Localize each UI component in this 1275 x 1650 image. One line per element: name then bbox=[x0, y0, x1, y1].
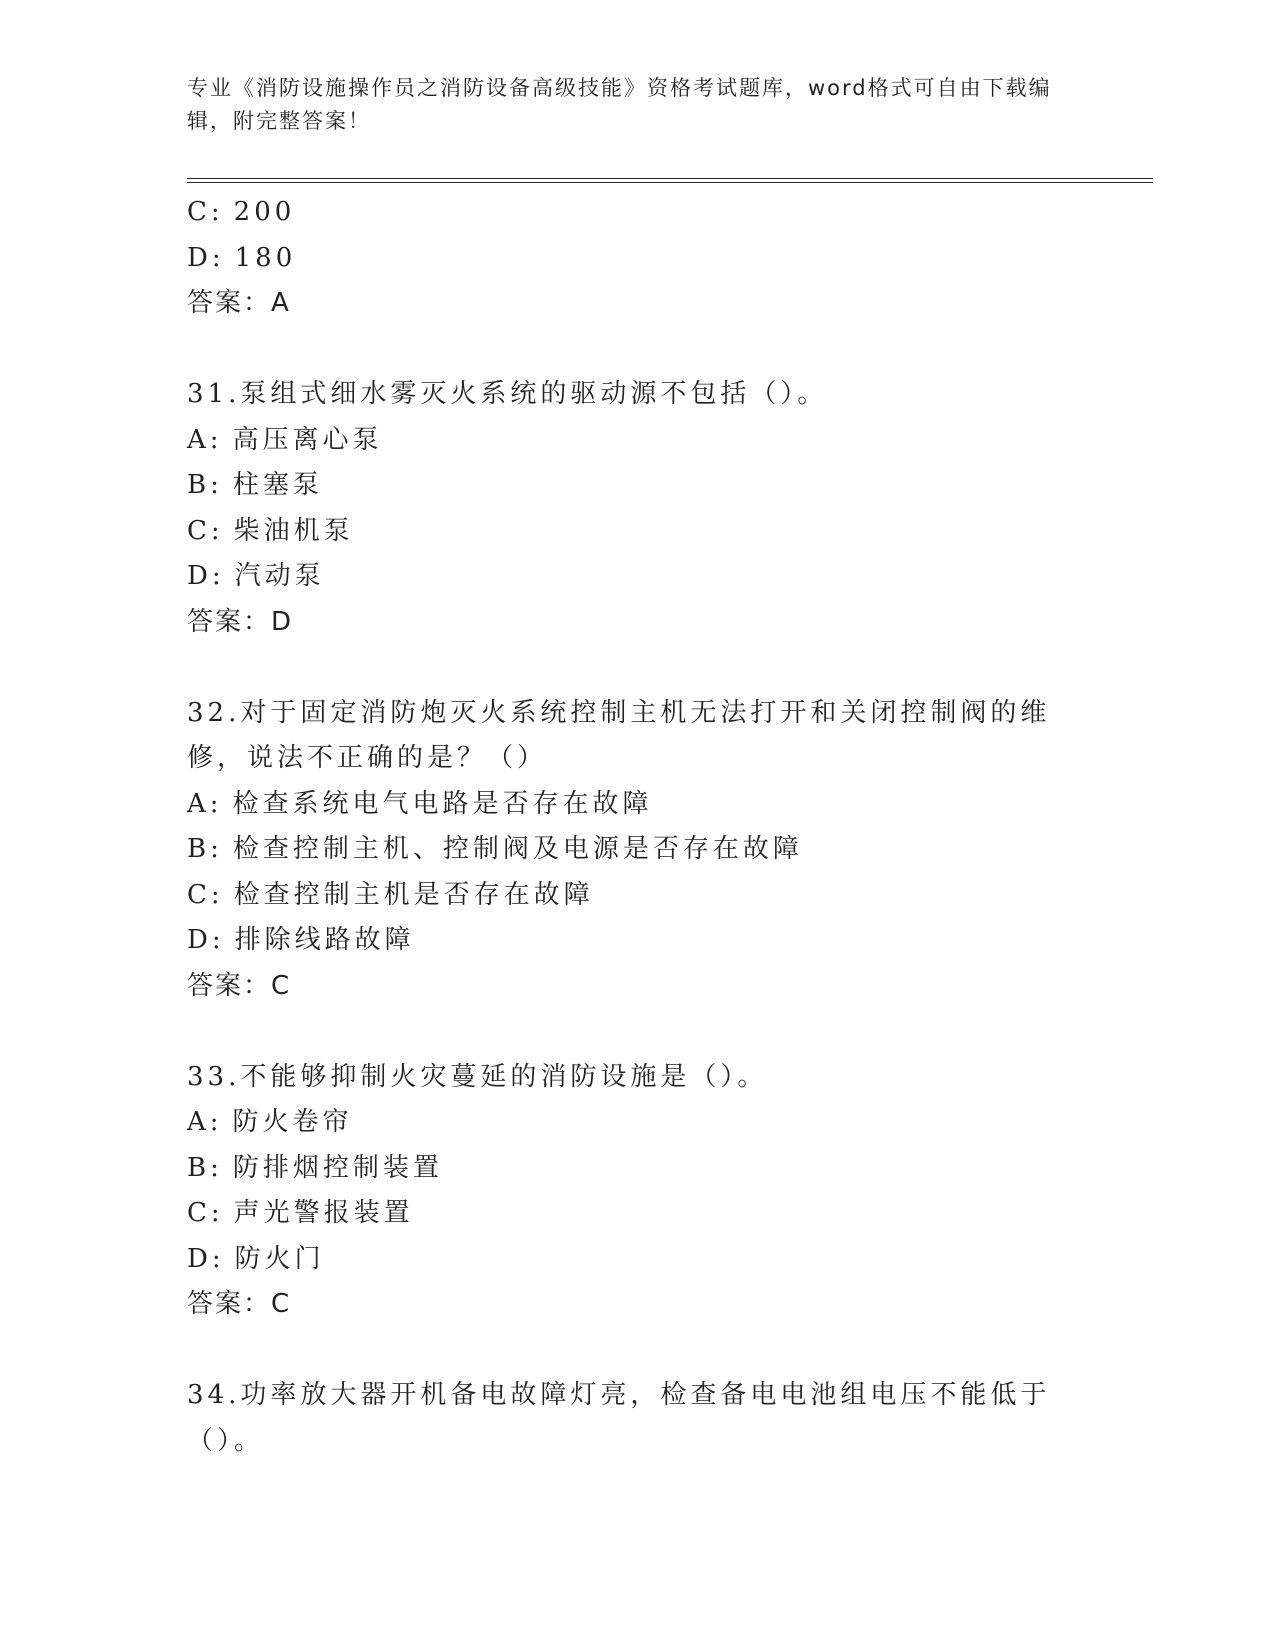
option-d: D: 排除线路故障 bbox=[187, 925, 415, 955]
question-stem: 31.泵组式细水雾灭火系统的驱动源不包括（）。 bbox=[187, 379, 828, 409]
option-a: A: 防火卷帘 bbox=[187, 1107, 353, 1137]
option-c: C: 检查控制主机是否存在故障 bbox=[187, 879, 594, 910]
option-b: B: 检查控制主机、控制阀及电源是否存在故障 bbox=[187, 834, 803, 864]
question-stem: 34.功率放大器开机备电故障灯亮，检查备电电池组电压不能低于（）。 bbox=[187, 1380, 1051, 1456]
option-d: D: 汽动泵 bbox=[187, 561, 325, 591]
header-rule-bottom bbox=[187, 182, 1153, 183]
question-list bbox=[187, 190, 1087, 1464]
answer: 答案：D bbox=[187, 606, 294, 637]
option-c: C: 柴油机泵 bbox=[187, 515, 354, 546]
answer: 答案：C bbox=[187, 1289, 292, 1319]
answer: 答案：A bbox=[187, 288, 291, 318]
option-d: D: 防火门 bbox=[187, 1243, 325, 1274]
option-a: A: 高压离心泵 bbox=[187, 424, 383, 455]
option-d: D: 180 bbox=[187, 242, 297, 273]
header-rule-top bbox=[187, 178, 1153, 179]
option-b: B: 柱塞泵 bbox=[187, 470, 323, 500]
document-header: 专业《消防设施操作员之消防设备高级技能》资格考试题库，word格式可自由下载编辑，附完整答案！ bbox=[187, 76, 1052, 133]
question-stem: 32.对于固定消防炮灭火系统控制主机无法打开和关闭控制阀的维修，说法不正确的是？（） bbox=[187, 697, 1051, 773]
option-a: A: 检查系统电气电路是否存在故障 bbox=[187, 788, 653, 819]
question-stem: 33.不能够抑制火灾蔓延的消防设施是（）。 bbox=[187, 1061, 768, 1092]
option-c: C: 200 bbox=[187, 197, 296, 227]
option-c: C: 声光警报装置 bbox=[187, 1198, 414, 1228]
answer: 答案：C bbox=[187, 970, 292, 1001]
option-b: B: 防排烟控制装置 bbox=[187, 1152, 443, 1183]
